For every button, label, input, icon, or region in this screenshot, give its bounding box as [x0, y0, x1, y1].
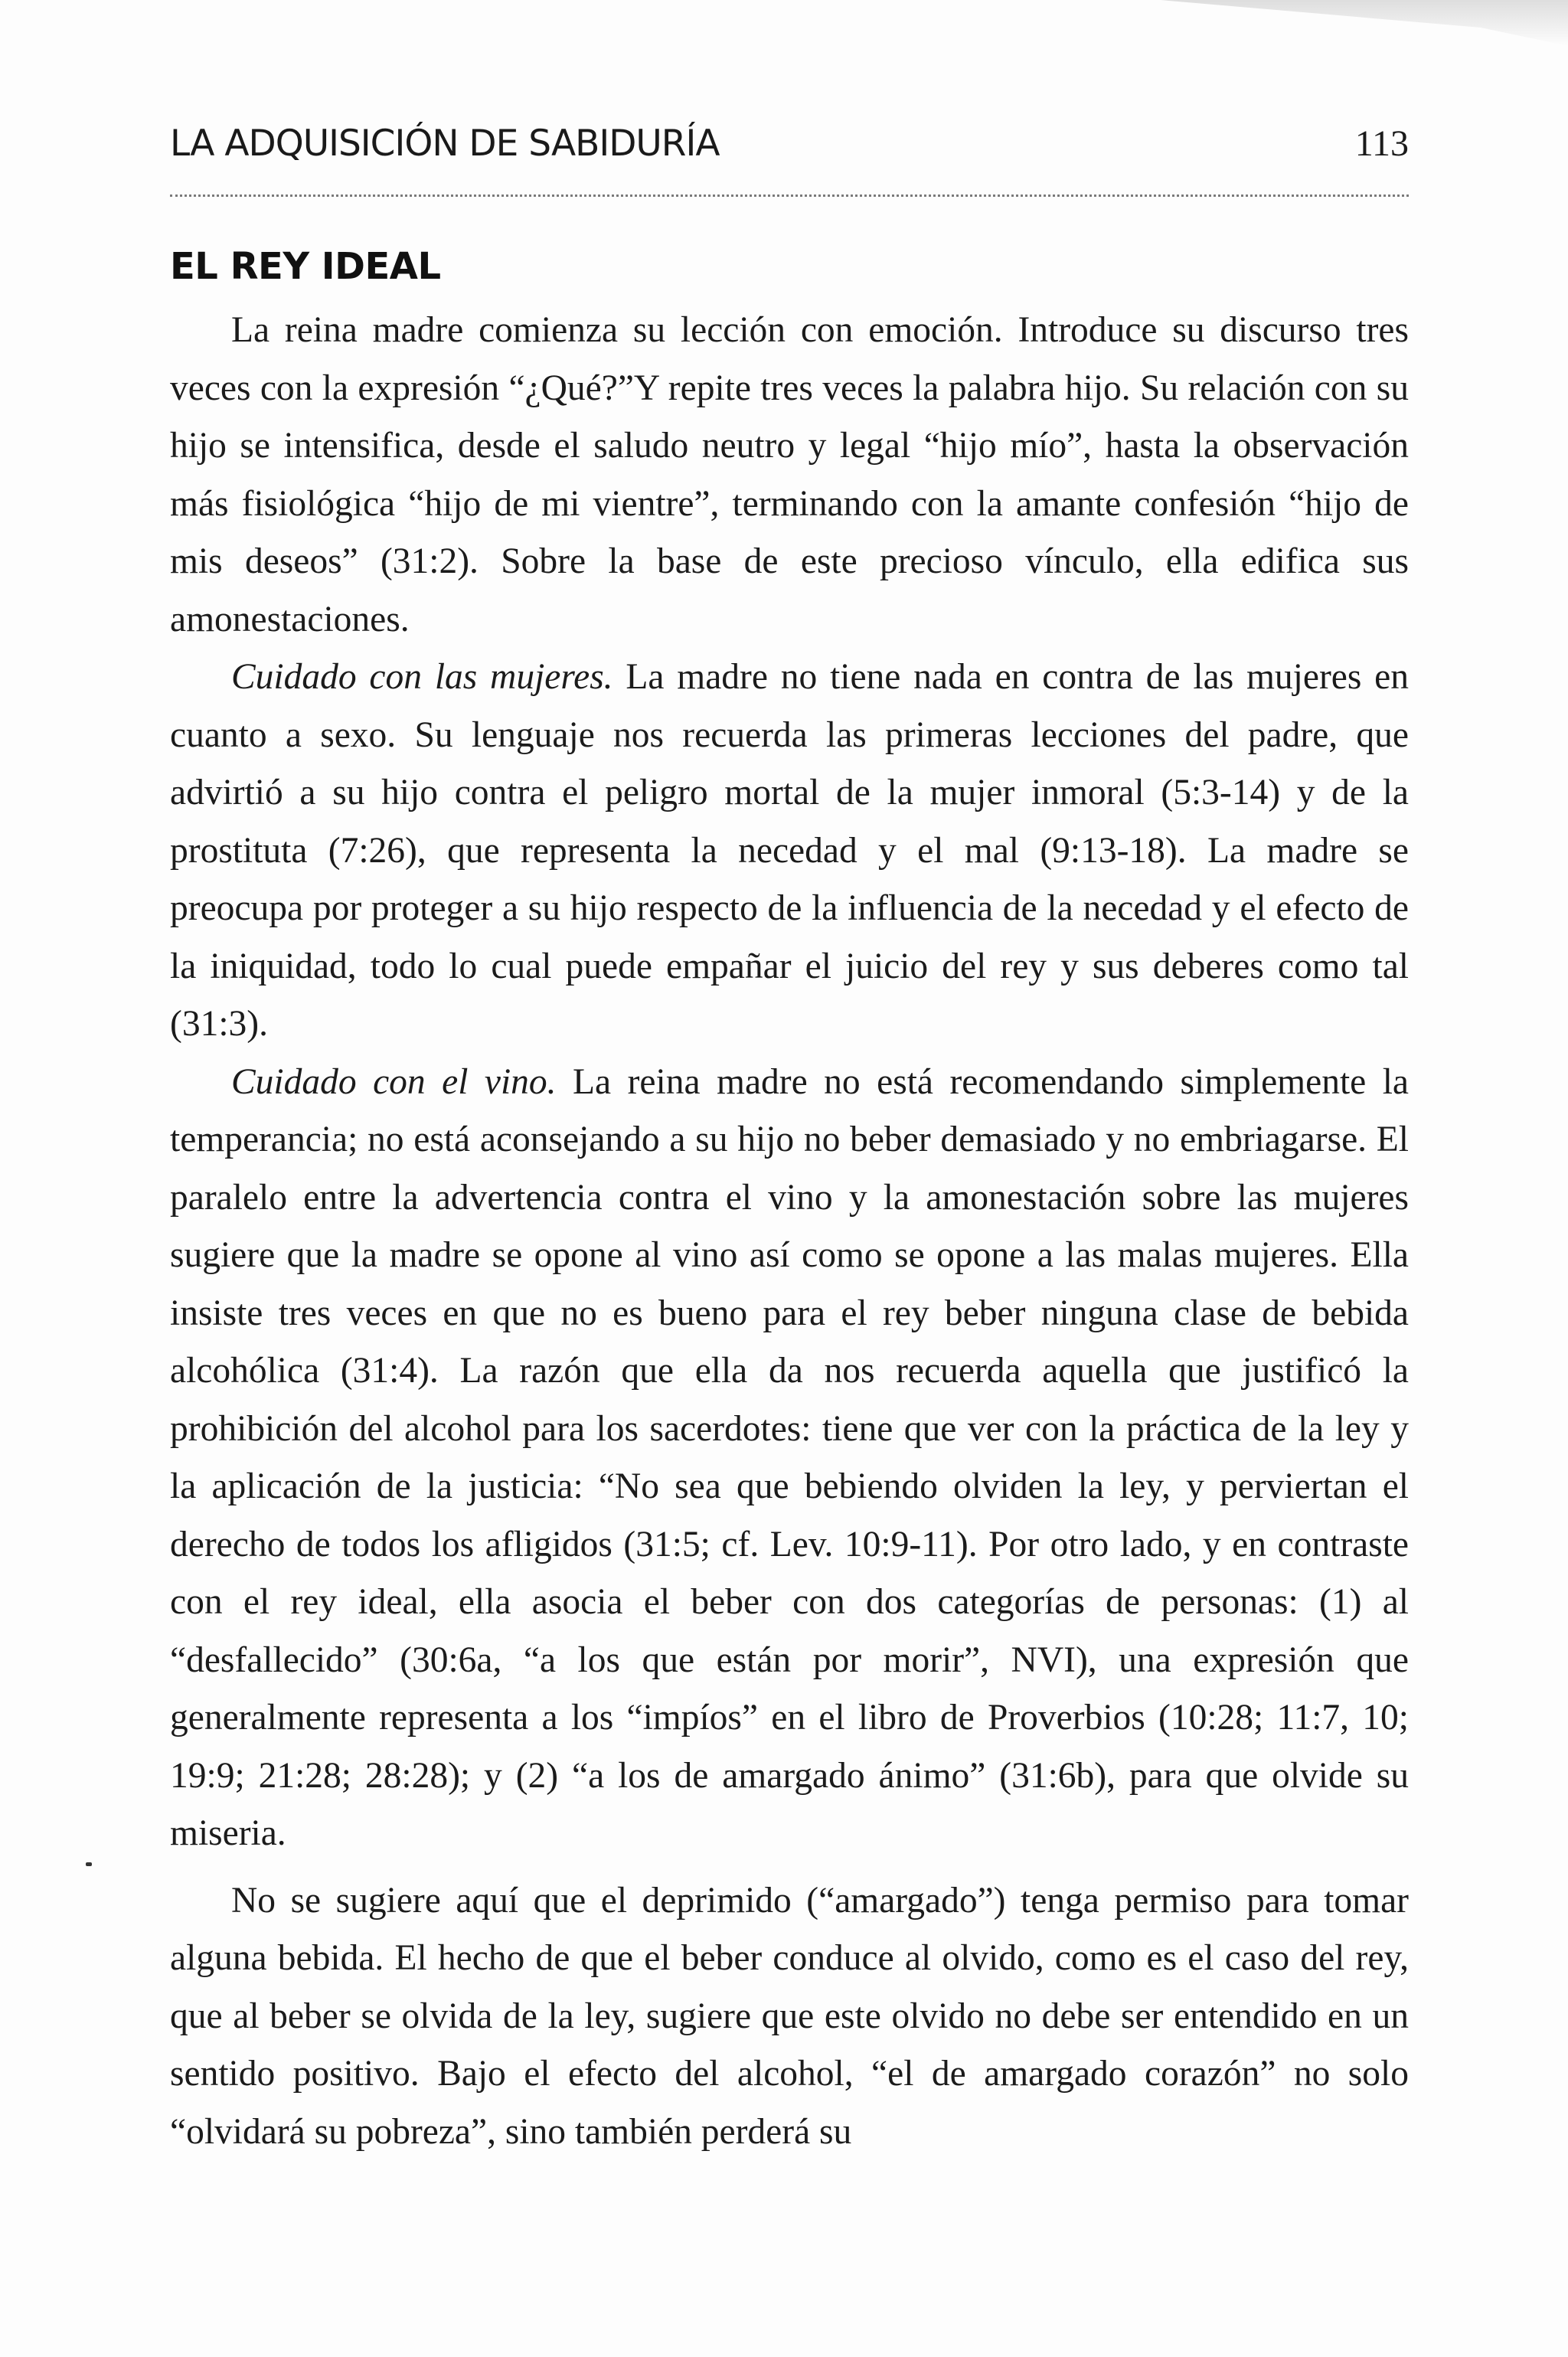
paragraph-text: No se sugiere aquí que el deprimido (“amargado”) tenga permiso para tomar alguna bebida. El hecho de que el beber conduce al olvido, como es el caso del rey, que al beber se olvida de la ley, sugiere que este olvido no debe ser entendido en un sentido positivo. Bajo el efecto del alcohol, “el de amargado corazón” no solo “olvidará su pobreza”, sino también perderá su — [170, 1880, 1409, 2152]
paragraph — [170, 1872, 1409, 2162]
paragraph-text: La madre no tiene nada en contra de las mujeres en cuanto a sexo. Su lenguaje nos recuerda las primeras lecciones del padre, que advirtió a su hijo contra el peligro mortal de la mujer inmoral (5:3-14) y de la prostituta (7:26), que representa la necedad y el mal (9:13-18). La madre se preocupa por proteger a su hijo respecto de la influencia de la necedad y el efecto de la iniquidad, todo lo cual puede empañar el juicio del rey y sus deberes como tal (31:3). — [170, 657, 1409, 1044]
page-number: 113 — [1354, 123, 1409, 164]
scan-shadow — [986, 0, 1568, 46]
header-divider — [170, 195, 1409, 197]
scan-speck — [86, 1862, 92, 1866]
paragraph-text: La reina madre comienza su lección con emoción. Introduce su discurso tres veces con la expresión “¿Qué?”Y repite tres veces la palabra hijo. Su relación con su hijo se intensifica, desde el saludo neutro y legal “hijo mío”, hasta la observación más fisiológica “hijo de mi vientre”, terminando con la amante confesión “hijo de mis deseos” (31:2). Sobre la base de este precioso vínculo, ella edifica sus amonestaciones. — [170, 310, 1409, 639]
paragraph — [170, 1054, 1409, 1863]
paragraph — [170, 649, 1409, 1054]
paragraph-lead: Cuidado con las mujeres. — [231, 657, 613, 697]
section-title: EL REY IDEAL — [170, 245, 441, 288]
body-text — [170, 302, 1409, 2161]
paragraph-lead: Cuidado con el vino. — [231, 1061, 557, 1102]
paragraph — [170, 302, 1409, 649]
running-head: LA ADQUISICIÓN DE SABIDURÍA — [170, 123, 720, 165]
paragraph-text: La reina madre no está recomendando simplemente la temperancia; no está aconsejando a su hijo no beber demasiado y no embriagarse. El paralelo entre la advertencia contra el vino y la amonestación sobre las mujeres sugiere que la madre se opone al vino así como se opone a las malas mujeres. Ella insiste tres veces en que no es bueno para el rey beber ninguna clase de bebida alcohólica (31:4). La razón que ella da nos recuerda aquella que justificó la prohibición del alcohol para los sacerdotes: tiene que ver con la práctica de la ley y la aplicación de la justicia: “No sea que bebiendo olviden la ley, y perviertan el derecho de todos los afligidos (31:5; cf. Lev. 10:9-11). Por otro lado, y en contraste con el rey ideal, ella asocia el beber con dos categorías de personas: (1) al “desfallecido” (30:6a, “a los que están por morir”, NVI), una expresión que generalmente representa a los “impíos” en el libro de Proverbios (10:28; 11:7, 10; 19:9; 21:28; 28:28); y (2) “a los de amargado ánimo” (31:6b), para que olvide su miseria. — [170, 1061, 1409, 1853]
